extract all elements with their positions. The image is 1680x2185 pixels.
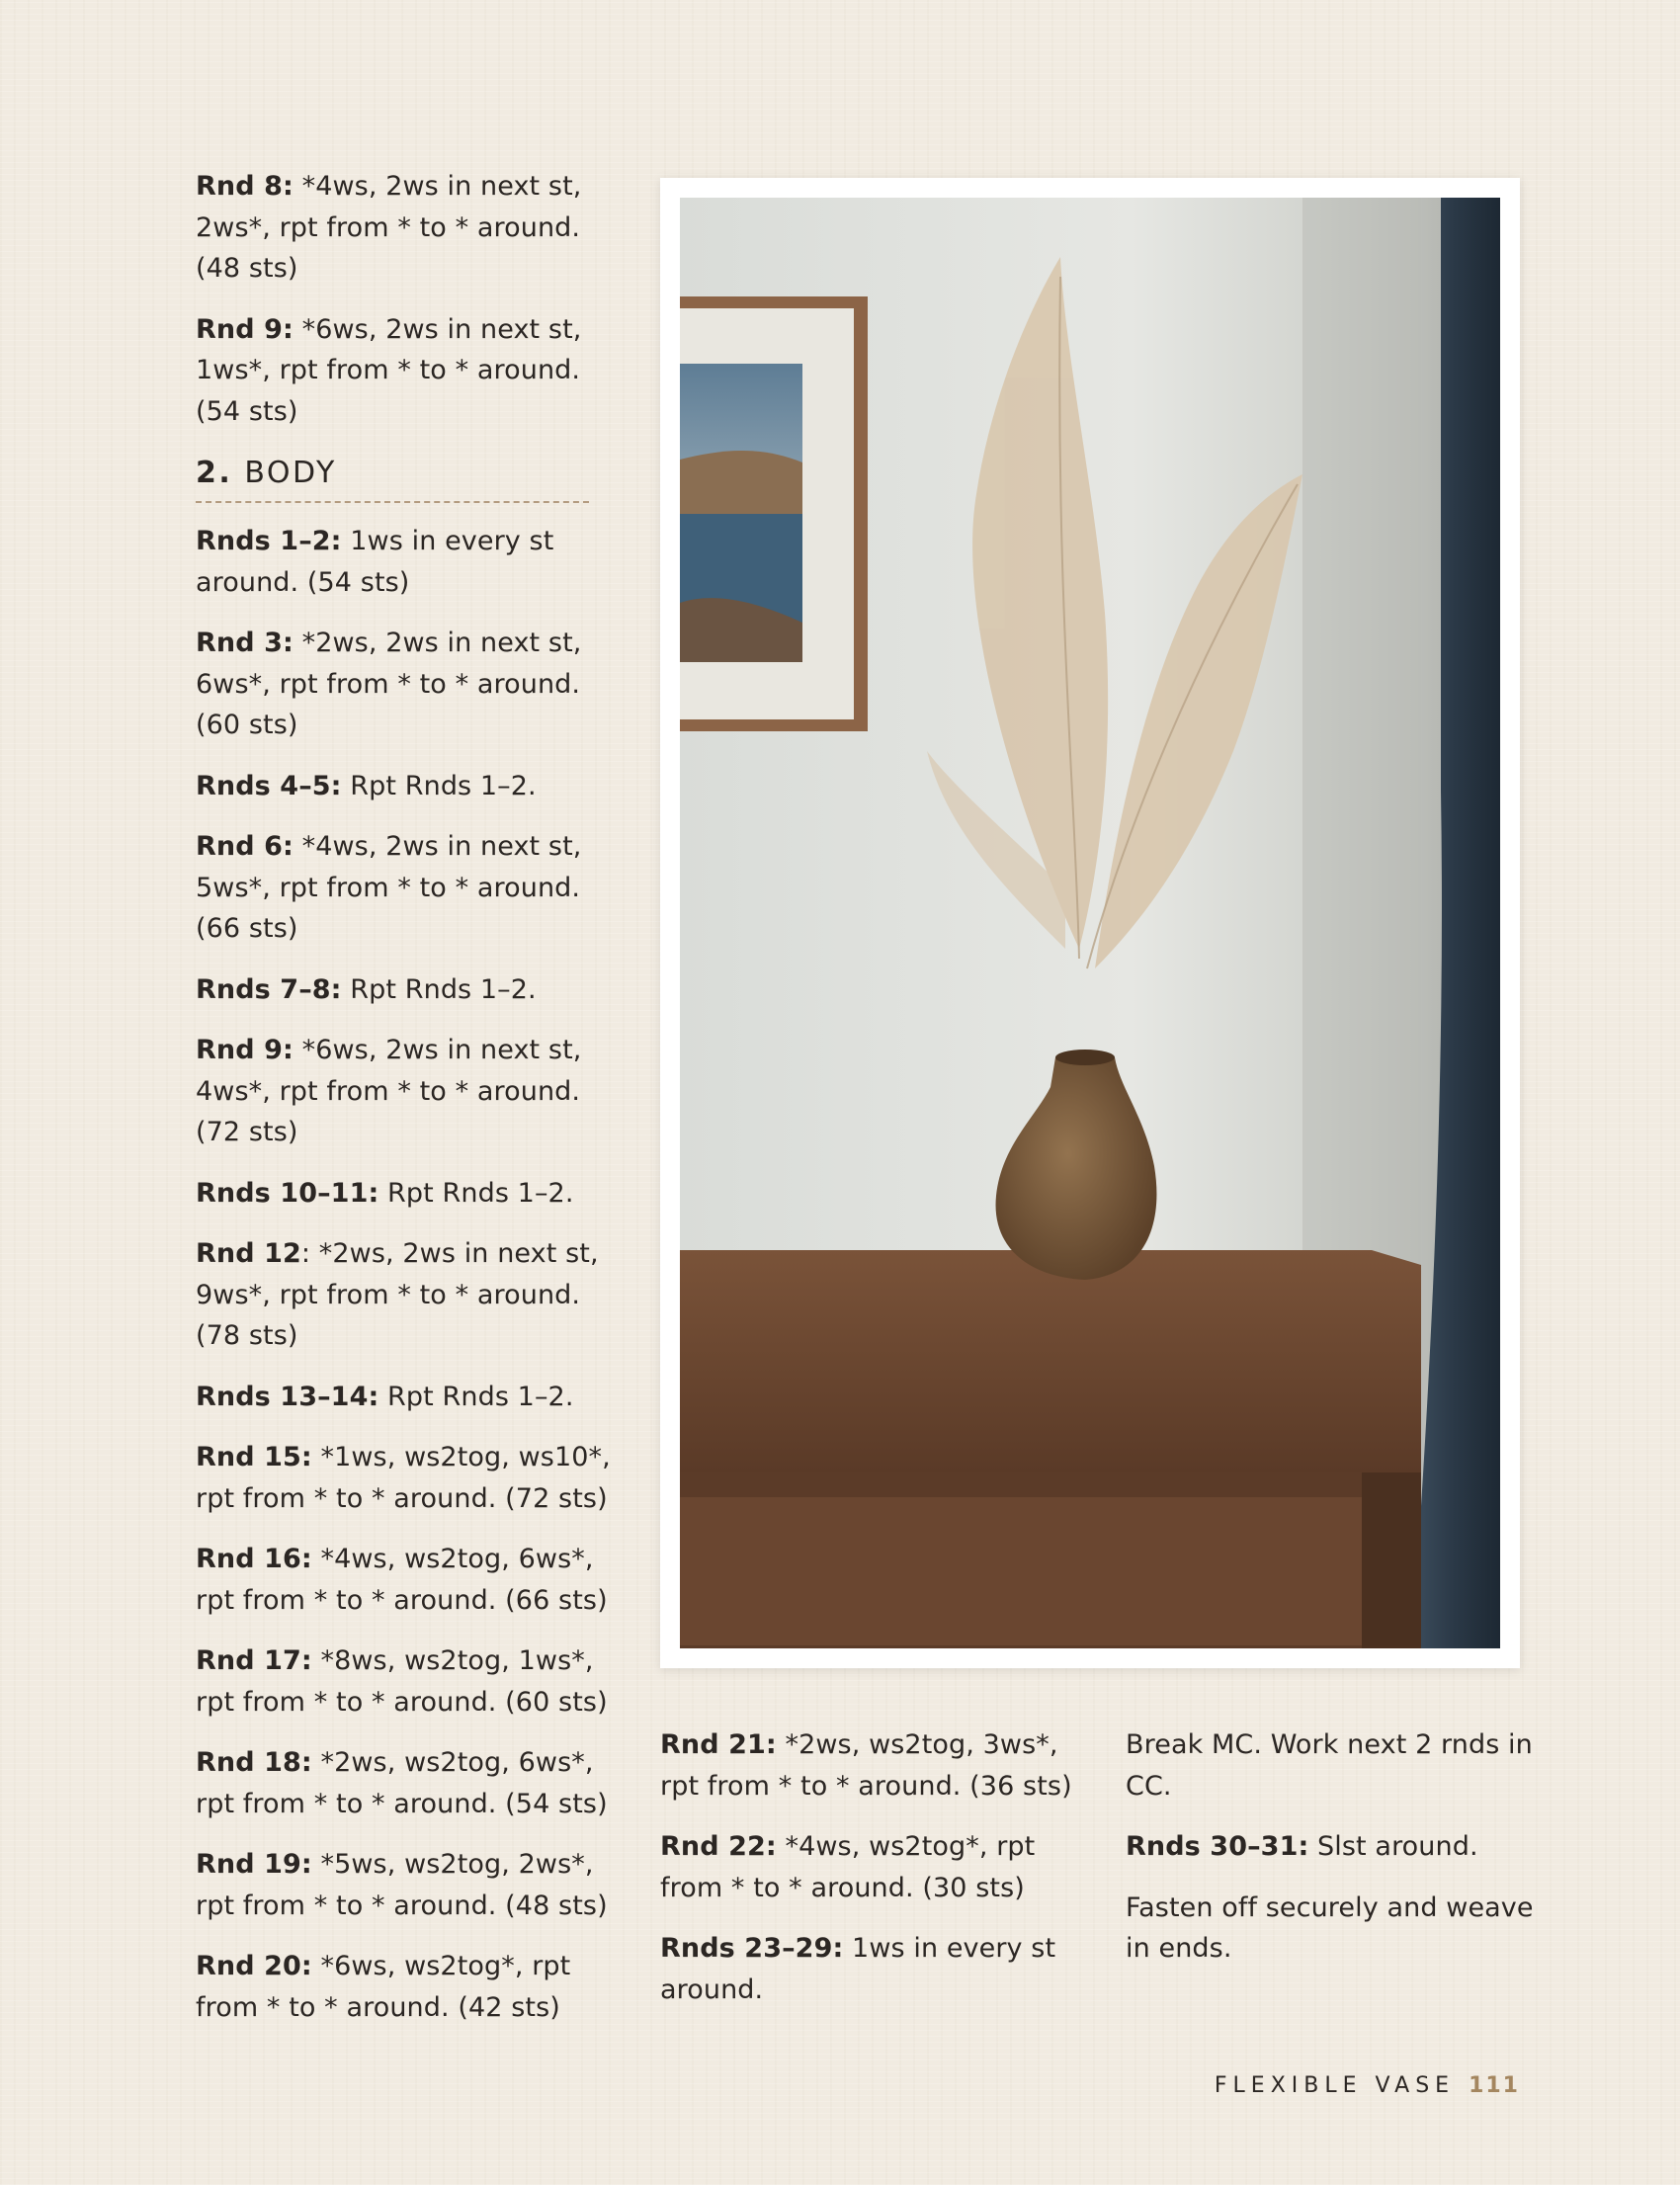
step-body-rnd-3: Rnd 3: *2ws, 2ws in next st, 6ws*, rpt from * to * around. (60 sts) bbox=[196, 628, 582, 740]
step-rnd-9: Rnd 9: *6ws, 2ws in next st, 1ws*, rpt from * to * around. (54 sts) bbox=[196, 313, 582, 427]
step-rnds-30-31: Rnds 30–31: Slst around. bbox=[1126, 1831, 1478, 1862]
section-heading-body: 2. BODY bbox=[196, 452, 589, 503]
step-body-rnds-13-14: Rnds 13–14: Rpt Rnds 1–2. bbox=[196, 1381, 574, 1412]
left-column bbox=[196, 166, 611, 2048]
middle-column bbox=[660, 1724, 1075, 2030]
step-body-rnds-4-5: Rnds 4–5: Rpt Rnds 1–2. bbox=[196, 770, 537, 801]
step-body-rnd-19: Rnd 19: *5ws, ws2tog, 2ws*, rpt from * to * around. (48 sts) bbox=[196, 1849, 608, 1921]
step-body-rnd-9: Rnd 9: *6ws, 2ws in next st, 4ws*, rpt from * to * around. (72 sts) bbox=[196, 1035, 582, 1147]
step-body-rnd-17: Rnd 17: *8ws, ws2tog, 1ws*, rpt from * to * around. (60 sts) bbox=[196, 1645, 608, 1718]
step-body-rnd-15: Rnd 15: *1ws, ws2tog, ws10*, rpt from * to * around. (72 sts) bbox=[196, 1442, 611, 1514]
running-title: FLEXIBLE VASE bbox=[1214, 2073, 1456, 2098]
step-rnds-23-29: Rnds 23–29: 1ws in every st around. bbox=[660, 1933, 1056, 2005]
step-body-rnds-10-11: Rnds 10–11: Rpt Rnds 1–2. bbox=[196, 1177, 574, 1209]
page-footer bbox=[1215, 2073, 1520, 2098]
finishing-note: Fasten off securely and weave in ends. bbox=[1126, 1891, 1534, 1964]
step-body-rnd-18: Rnd 18: *2ws, ws2tog, 6ws*, rpt from * to * around. (54 sts) bbox=[196, 1747, 608, 1819]
photo-frame bbox=[660, 178, 1520, 1668]
right-column bbox=[1126, 1724, 1541, 1989]
step-rnd-8: Rnd 8: *4ws, 2ws in next st, 2ws*, rpt from * to * around. (48 sts) bbox=[196, 171, 582, 284]
step-body-rnd-20: Rnd 20: *6ws, ws2tog*, rpt from * to * around. (42 sts) bbox=[196, 1951, 571, 2023]
step-rnd-21: Rnd 21: *2ws, ws2tog, 3ws*, rpt from * to * around. (36 sts) bbox=[660, 1729, 1072, 1802]
step-body-rnd-6: Rnd 6: *4ws, 2ws in next st, 5ws*, rpt from * to * around. (66 sts) bbox=[196, 831, 582, 944]
vase-photo bbox=[680, 198, 1500, 1648]
step-rnd-22: Rnd 22: *4ws, ws2tog*, rpt from * to * around. (30 sts) bbox=[660, 1831, 1036, 1903]
step-body-rnds-1-2: Rnds 1–2: 1ws in every st around. (54 sts) bbox=[196, 526, 554, 598]
step-body-rnd-16: Rnd 16: *4ws, ws2tog, 6ws*, rpt from * to * around. (66 sts) bbox=[196, 1544, 608, 1616]
break-mc-note: Break MC. Work next 2 rnds in CC. bbox=[1126, 1729, 1533, 1802]
page-number: 111 bbox=[1469, 2073, 1520, 2098]
step-body-rnd-12: Rnd 12: *2ws, 2ws in next st, 9ws*, rpt from * to * around. (78 sts) bbox=[196, 1238, 599, 1351]
step-body-rnds-7-8: Rnds 7–8: Rpt Rnds 1–2. bbox=[196, 973, 537, 1005]
